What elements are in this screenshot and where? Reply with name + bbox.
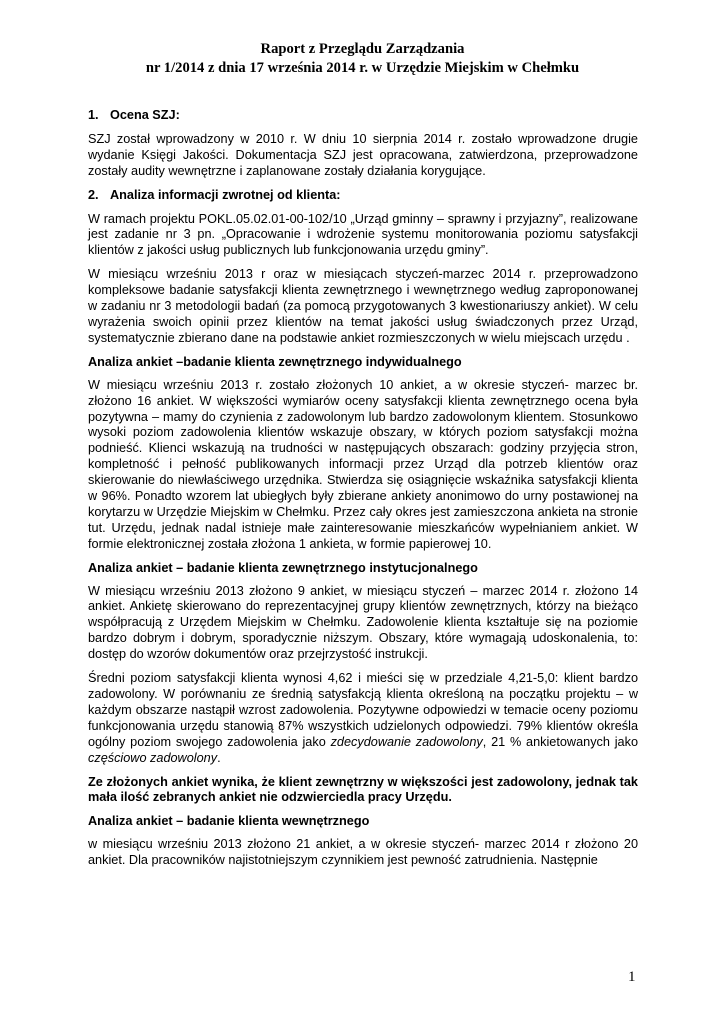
subsection-individual-heading: Analiza ankiet –badanie klienta zewnętrznego indywidualnego bbox=[88, 354, 462, 369]
section-1-number: 1. bbox=[88, 108, 99, 122]
subsection-individual-paragraph: W miesiącu wrześniu 2013 r. zostało złożonych 10 ankiet, a w okresie styczeń- marzec br. złożono 16 ankiet. W większości wymiarów oceny satysfakcji klienta zewnętrznego ocena była pozytywna – mamy do czynienia z zadowolonym lub bardzo zadowolonym klientem. Stosunkowo wysoki poziom zadowolenia klientów wskazuje obszary, w których poziom satysfakcji można podnieść. Klienci wskazują na trudności w następujących obszarach: godziny przyjęcia stron, kompletność i pełność publikowanych informacji przez Urząd dla potrzeb klientów oraz skierowanie do niewłaściwego urzędnika. Stwierdza się osiągnięcie wskaźnika satysfakcji klienta w 96%. Ponadto wzorem lat ubiegłych były zbierane ankiety anonimowo do urny postawionej na korytarzu w Urzędzie Miejskim w Chełmku. Przez cały okres jest zamieszczona ankieta na stronie tut. Urzędu, jednak nadal istnieje małe zainteresowanie mieszkańców wypełnianiem ankiet. W formie elektronicznej została złożona 1 ankieta, w formie papierowej 10. bbox=[88, 377, 638, 551]
section-2-title: Analiza informacji zwrotnej od klienta: bbox=[110, 187, 341, 202]
title-line-2: nr 1/2014 z dnia 17 września 2014 r. w Urzędzie Miejskim w Chełmku bbox=[145, 60, 580, 76]
subsection-institutional-paragraph-2 bbox=[88, 671, 638, 766]
section-1-title: Ocena SZJ: bbox=[110, 108, 180, 122]
satisfaction-text-c: . bbox=[217, 750, 221, 765]
satisfaction-emphasis-1: zdecydowanie zadowolony bbox=[330, 734, 483, 749]
page-number: 1 bbox=[628, 969, 636, 985]
conclusion-paragraph: Ze złożonych ankiet wynika, że klient zewnętrzny w większości jest zadowolony, jednak tak mała ilość zebranych ankiet nie odzwierciedla pracy Urzędu. bbox=[88, 774, 638, 805]
satisfaction-text-a: Średni poziom satysfakcji klienta wynosi 4,62 i mieści się w przedziale 4,21-5,0: klient bardzo zadowolony. W porównaniu ze średnią satysfakcją klienta określoną na początku projektu – w każdym obszarze nastąpił wzrost zadowolenia. Pozytywne odpowiedzi w temacie oceny poziomu funkcjonowania urzędu stanowią 87% wszystkich udzielonych odpowiedzi. 79% klientów określa ogólny poziom swojego zadowolenia jako bbox=[88, 671, 638, 749]
section-2-heading bbox=[88, 188, 638, 204]
document-body bbox=[88, 108, 638, 877]
subsection-institutional-paragraph-1: W miesiącu wrześniu 2013 złożono 9 ankiet, w miesiącu styczeń – marzec 2014 r. złożono 14 ankiet. Ankietę skierowano do reprezentacyjnej grupy klientów zewnętrznych, którzy na bieżąco współpracują z Urzędem Miejskim w Chełmku. Zadowolenie klienta kształtuje się na poziomie bardzo dobrym i dobrym, sporadycznie niższym. Obszary, które wymagają udoskonalenia, to: dostęp do wzorów dokumentów oraz przejrzystość instrukcji. bbox=[88, 583, 638, 662]
subsection-internal-heading: Analiza ankiet – badanie klienta wewnętrznego bbox=[88, 814, 370, 829]
section-2-paragraph-2: W miesiącu wrześniu 2013 r oraz w miesiącach styczeń-marzec 2014 r. przeprowadzono kompleksowe badanie satysfakcji klienta zewnętrznego i wewnętrznego według zaproponowanej w zadaniu nr 3 metodologii badań (za pomocą przygotowanych 3 kwestionariuszy ankiet). W celu wyrażenia swoich opinii przez klientów na temat jakości usług świadczonych przez Urząd, systematycznie zbierano dane na podstawie ankiet rozmieszczonych w wielu miejscach urzędu . bbox=[88, 267, 638, 345]
section-2-paragraph-1: W ramach projektu POKL.05.02.01-00-102/10 „Urząd gminny – sprawny i przyjazny”, realizowane jest zadanie nr 3 pn. „Opracowanie i wdrożenie systemu monitorowania poziomu satysfakcji klientów z jakości usług publicznych lub funkcjonowania urzędu gminy”. bbox=[88, 211, 638, 258]
section-1-heading bbox=[88, 108, 638, 124]
section-1-paragraph: SZJ został wprowadzony w 2010 r. W dniu 10 sierpnia 2014 r. zostało wprowadzone drugie wydanie Księgi Jakości. Dokumentacja SZJ jest opracowana, zatwierdzona, przeprowadzone zostały audity wewnętrzne i zaplanowane zostały działania korygujące. bbox=[88, 131, 638, 178]
subsection-institutional-heading: Analiza ankiet – badanie klienta zewnętrznego instytucjonalnego bbox=[88, 560, 478, 575]
subsection-internal-paragraph: w miesiącu wrześniu 2013 złożono 21 ankiet, a w okresie styczeń- marzec 2014 r złożono 20 ankiet. Dla pracowników najistotniejszym czynnikiem jest pewność zatrudnienia. Następnie bbox=[88, 837, 638, 868]
document-title bbox=[60, 40, 665, 78]
section-2-number: 2. bbox=[88, 187, 99, 202]
title-line-1: Raport z Przeglądu Zarządzania bbox=[260, 41, 465, 57]
satisfaction-emphasis-2: częściowo zadowolony bbox=[88, 750, 218, 765]
satisfaction-text-b: , 21 % ankietowanych jako bbox=[482, 734, 639, 749]
